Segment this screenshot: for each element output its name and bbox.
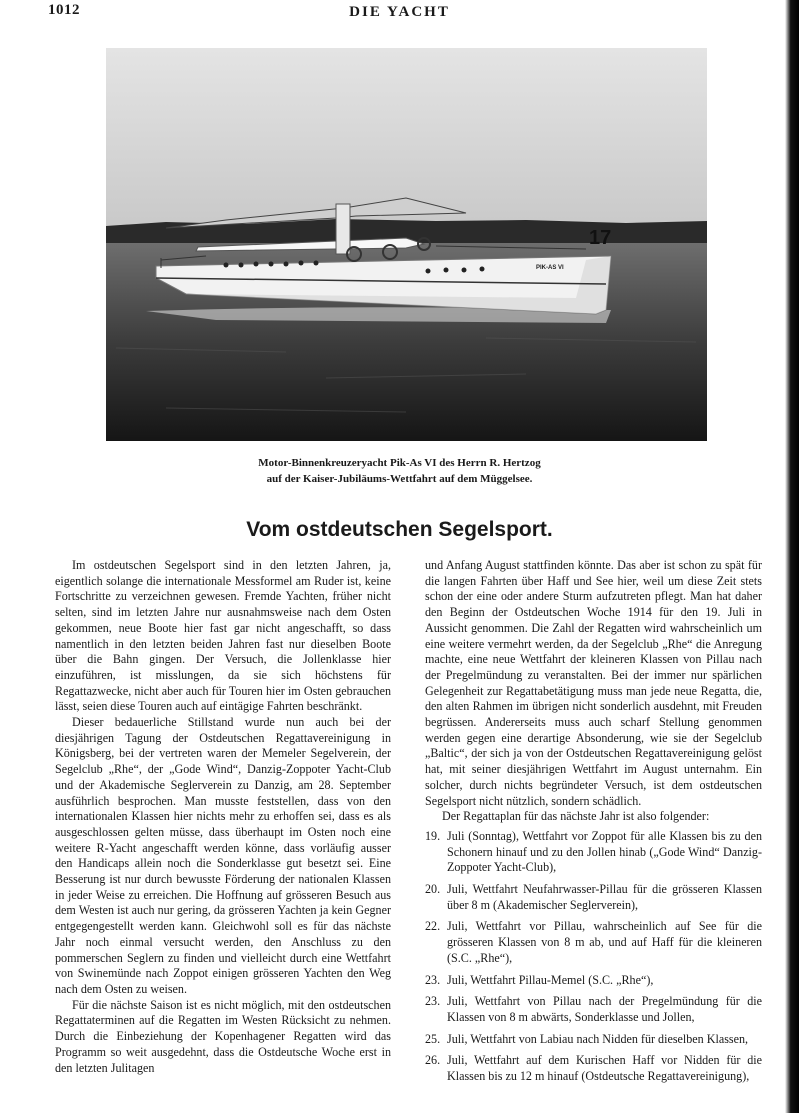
- hull-number: 17: [589, 227, 612, 249]
- list-item: [425, 882, 762, 913]
- paragraph: und Anfang August stattfinden könnte. Das aber ist schon zu spät für die langen Fahrten über Haff und See hier, weil um diese Zeit stets schon der eine oder andere Sturm aufzutreten pflegt. Man hat daher den Beginn der Ostdeutschen Woche 1914 für den 19. Juli in Aussicht genommen. Die Zahl der Regatten wird wahrscheinlich um eine weitere vermehrt werden, da der Segelclub „Rhe“ die Anregung machte, eine neue Wettfahrt der kleineren Klassen von Pillau nach der Pregelmündung zu veranstalten. Bei der immer nur spärlichen Gelegenheit zur Regattabetätigung muss man jede neue Regatta, die, den alten Rahmen im übrigen nicht sonderlich ausdehnt, mit Freuden begrüssen. Andererseits muss auch scharf Stellung genommen werden gegen eine derartige Absonderung, wie sie der Segelclub „Baltic“, der sich ja von der Ostdeutschen Regattavereinigung gelöst hat, mit seiner diesjährigen Wettfahrt im August unternahm. Ein solcher, durch nichts begründeter Versuch, ist dem ostdeutschen Segelsport nicht nützlich, sondern schädlich.: [425, 558, 762, 808]
- schedule-date: 26.: [425, 1053, 441, 1068]
- list-item: [425, 1053, 762, 1084]
- paragraph: Der Regattaplan für das nächste Jahr ist also folgender:: [442, 809, 710, 824]
- journal-title: DIE YACHT: [349, 4, 450, 20]
- paragraph: Für die nächste Saison ist es nicht möglich, mit den ostdeutschen Regattaterminen auf die Regatten im Westen Rücksicht zu nehmen. Durch die Einbeziehung der Kopenhagener Regatten wird das Programm so weit ausgedehnt, dass die Ostdeutsche Woche erst in den letzten Julitagen: [55, 997, 391, 1075]
- schedule-date: 23.: [425, 994, 441, 1009]
- caption-line: auf der Kaiser-Jubiläums-Wettfahrt auf dem Müggelsee.: [266, 473, 533, 485]
- photo-caption: [120, 455, 679, 487]
- left-column: [55, 558, 391, 1076]
- motor-yacht-icon: [106, 48, 707, 441]
- schedule-text: Juli, Wettfahrt Neufahrwasser-Pillau für die grösseren Klassen über 8 m (Akademischer Seglerverein),: [447, 882, 762, 912]
- list-item: [425, 973, 762, 989]
- schedule-text: Juli, Wettfahrt von Labiau nach Nidden für dieselben Klassen,: [447, 1031, 749, 1046]
- list-item: [425, 994, 762, 1025]
- article-title: Vom ostdeutschen Segelsport.: [246, 518, 553, 541]
- schedule-text: Juli, Wettfahrt vor Pillau, wahrscheinlich auf See für die grösseren Klassen von 8 m ab, und auf Haff für die kleineren (S.C. „Rhe“),: [447, 919, 762, 965]
- regatta-schedule: [425, 829, 762, 1085]
- schedule-date: 22.: [425, 919, 441, 934]
- list-item: [425, 1032, 762, 1048]
- schedule-text: Juli, Wettfahrt auf dem Kurischen Haff vor Nidden für die Klassen bis zu 12 m hinauf (Ostdeutsche Regattavereinigung),: [447, 1053, 762, 1084]
- schedule-text: Juli, Wettfahrt von Pillau nach der Pregelmündung für die Klassen von 8 m abwärts, Sonderklasse und Jollen,: [447, 994, 762, 1024]
- page-edge-shadow: [785, 0, 799, 1113]
- motor-yacht-photo: [106, 48, 707, 441]
- paragraph: Im ostdeutschen Segelsport sind in den letzten Jahren, ja, eigentlich solange die internationale Messformel am Ruder ist, keine Fortschritte zu verzeichnen gewesen. Fremde Yachten, früher nicht selten, sind im letzten Jahre nur ausnahmsweise nach dem Osten gekommen, neue Boote hier fast gar nicht angeschafft, so dass namentlich in den letzten beiden Jahren fast nur dieselben Boote über die Bahn gingen. Der Versuch, die Jollenklasse hier einzuführen, ist misslungen, da sie sich höchstens für Regattazwecke, nicht aber auch für Touren hier im Osten gebrauchen lässt, seien diese Touren auch auf eintägige Fahrten beschränkt.: [55, 558, 391, 714]
- page-number: 1012: [48, 2, 80, 18]
- schedule-text: Juli, Wettfahrt Pillau-Memel (S.C. „Rhe“),: [447, 972, 654, 987]
- right-column: [425, 558, 762, 1091]
- list-item: [425, 919, 762, 966]
- schedule-date: 23.: [425, 972, 441, 987]
- schedule-date: 25.: [425, 1031, 441, 1046]
- paragraph: Dieser bedauerliche Stillstand wurde nun auch bei der diesjährigen Tagung der Ostdeutschen Regattavereinigung in Königsberg, bei der vertreten waren der Memeler Segelverein, der Segelclub „Rhe“, der „Gode Wind“, Danzig-Zoppoter Yacht-Club und der Akademische Seglerverein zu Danzig, am 28. September ausführlich besprochen. Man musste feststellen, dass von den internationalen Klassen hier nichts mehr zu erhoffen sei, dass es als ausgeschlossen gelten müsse, dass überhaupt im Osten noch eine weitere R-Yacht angeschafft werden könne, dass vorläufig ausser den Handicaps allein noch die Sonderklasse gut besetzt sei. Eine Besserung ist nur durch bewusste Förderung der nationalen Klassen in jeder Weise zu erreichen. Die Hoffnung auf grösseren Besuch aus dem Westen ist auch nur gering, da grösseren Yachten ja kein Gegner entgegengestellt werden kann. Gleichwohl soll es für das nächste Jahr noch einmal versucht werden, den Anschluss zu den pommerschen Seglern zu finden und vielleicht durch eine Wettfahrt von Swinemünde nach Zoppot einigen grösseren Yachten den Weg nach dem Osten zu weisen.: [55, 715, 391, 996]
- schedule-text: Juli (Sonntag), Wettfahrt vor Zoppot für alle Klassen bis zu den Schonern hinauf und zu den Jollen hinab („Gode Wind“ Danzig-Zoppoter Yacht-Club),: [447, 828, 762, 875]
- hull-name: PIK-AS VI: [536, 265, 564, 271]
- list-item: [425, 829, 762, 876]
- caption-line: Motor-Binnenkreuzeryacht Pik-As VI des Herrn R. Hertzog: [258, 457, 541, 469]
- schedule-date: 20.: [425, 882, 441, 897]
- schedule-date: 19.: [425, 828, 441, 843]
